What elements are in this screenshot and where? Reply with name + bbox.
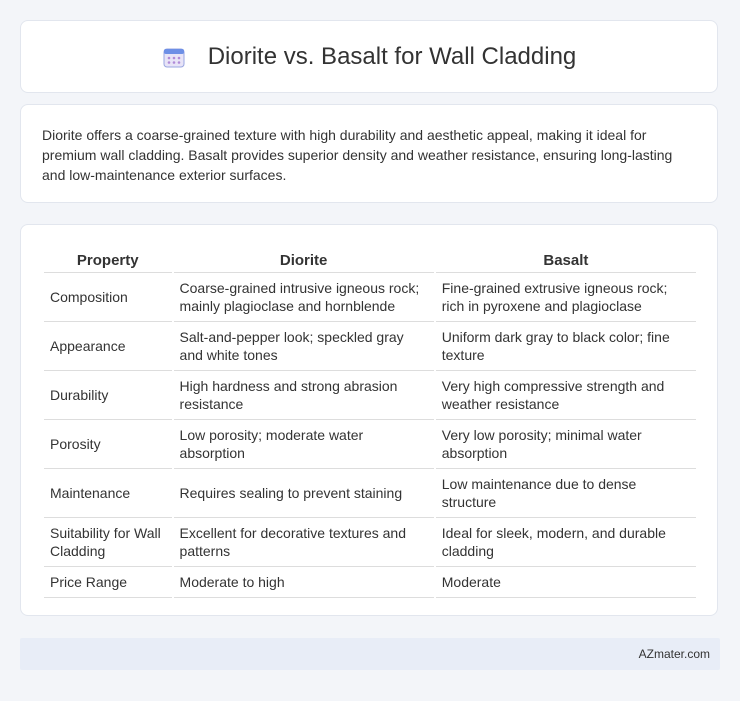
row-property: Durability [44, 371, 172, 420]
comparison-table-card [20, 224, 718, 616]
summary-card [20, 104, 718, 203]
column-header-basalt: Basalt [436, 245, 696, 273]
row-diorite-value: Excellent for decorative textures and patterns [174, 518, 434, 567]
table-row [44, 371, 696, 420]
table-row [44, 469, 696, 518]
footer-brand: AZmater.com [638, 647, 710, 661]
row-basalt-value: Fine-grained extrusive igneous rock; rich in pyroxene and plagioclase [436, 273, 696, 322]
row-basalt-value: Very low porosity; minimal water absorption [436, 420, 696, 469]
table-row [44, 273, 696, 322]
row-property: Composition [44, 273, 172, 322]
comparison-table [42, 245, 698, 598]
row-basalt-value: Moderate [436, 567, 696, 598]
title-card [20, 20, 718, 93]
table-row [44, 420, 696, 469]
row-diorite-value: Coarse-grained intrusive igneous rock; mainly plagioclase and hornblende [174, 273, 434, 322]
summary-text: Diorite offers a coarse-grained texture with high durability and aesthetic appeal, making it ideal for premium wall cladding. Basalt provides superior density and weather resistance, ensuring long-lasting and low-maintenance exterior surfaces. [42, 127, 673, 183]
footer [20, 638, 720, 670]
page-title: Diorite vs. Basalt for Wall Cladding [207, 42, 577, 70]
column-header-property: Property [44, 245, 172, 273]
calendar-icon [162, 45, 186, 69]
row-basalt-value: Low maintenance due to dense structure [436, 469, 696, 518]
table-row [44, 567, 696, 598]
row-property: Price Range [44, 567, 172, 598]
row-diorite-value: Moderate to high [174, 567, 434, 598]
table-header-row [44, 245, 696, 273]
row-basalt-value: Uniform dark gray to black color; fine texture [436, 322, 696, 371]
row-diorite-value: Requires sealing to prevent staining [174, 469, 434, 518]
row-property: Appearance [44, 322, 172, 371]
row-property: Porosity [44, 420, 172, 469]
row-property: Suitability for Wall Cladding [44, 518, 172, 567]
row-basalt-value: Ideal for sleek, modern, and durable cladding [436, 518, 696, 567]
column-header-diorite: Diorite [174, 245, 434, 273]
row-diorite-value: Salt-and-pepper look; speckled gray and white tones [174, 322, 434, 371]
row-diorite-value: Low porosity; moderate water absorption [174, 420, 434, 469]
table-row [44, 322, 696, 371]
row-diorite-value: High hardness and strong abrasion resistance [174, 371, 434, 420]
row-basalt-value: Very high compressive strength and weather resistance [436, 371, 696, 420]
row-property: Maintenance [44, 469, 172, 518]
table-row [44, 518, 696, 567]
